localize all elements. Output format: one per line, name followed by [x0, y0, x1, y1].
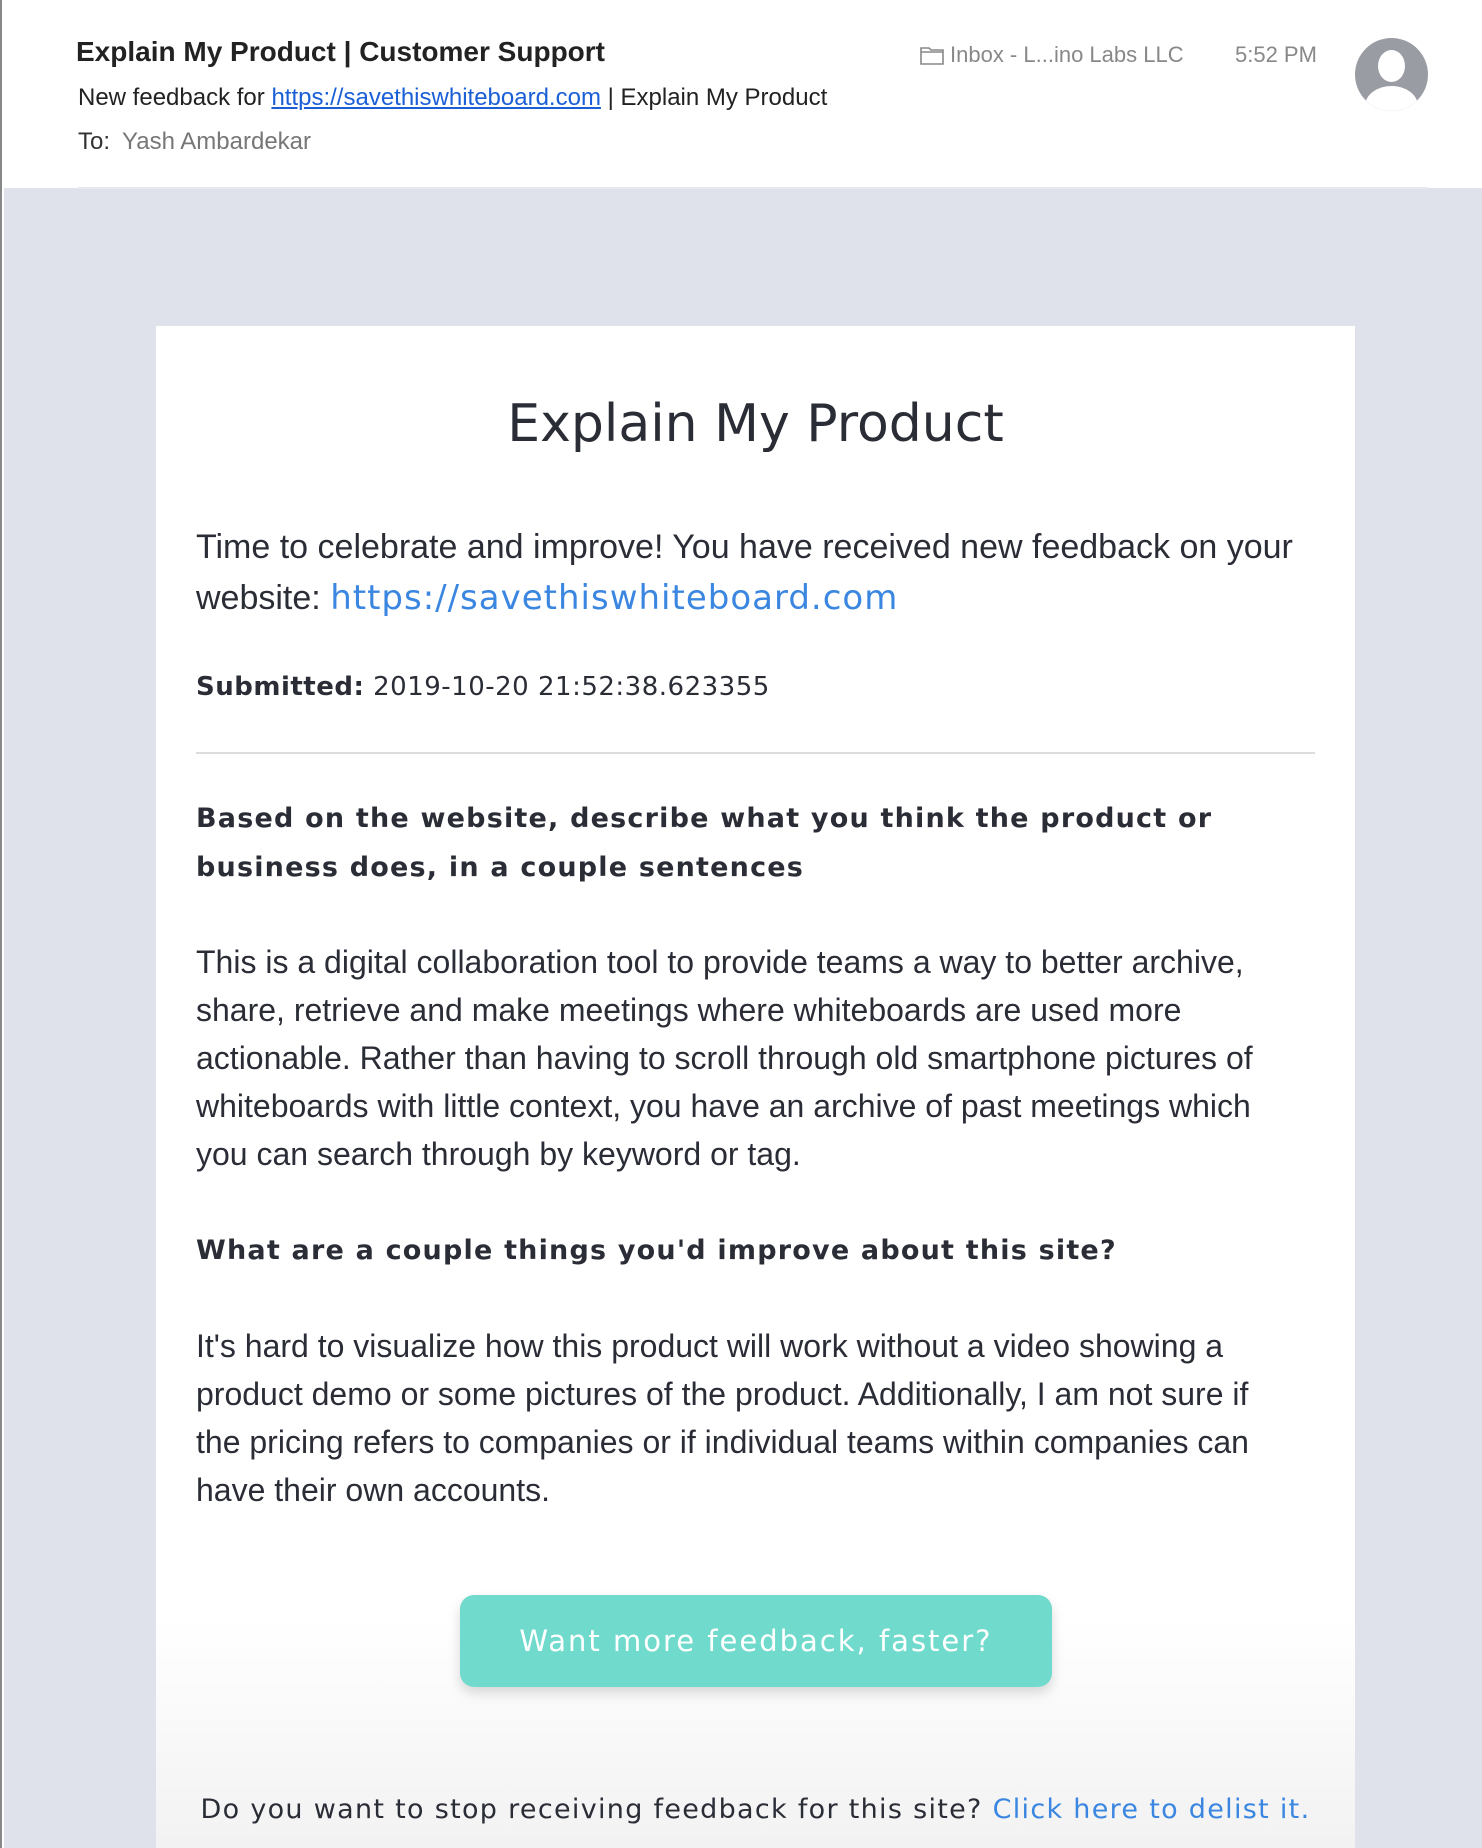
preview-link[interactable]: https://savethiswhiteboard.com	[271, 84, 601, 111]
email-time: 5:52 PM	[1235, 42, 1317, 67]
folder-icon	[920, 45, 944, 65]
sender-avatar-icon	[1355, 38, 1428, 111]
intro-message: Time to celebrate and improve! You have received new feedback on your website:	[196, 528, 1293, 617]
delist-link[interactable]: Click here to delist it.	[992, 1794, 1311, 1825]
footer-question: Do you want to stop receiving feedback for this site?	[200, 1794, 993, 1825]
recipient-name[interactable]: Yash Ambardekar	[122, 128, 312, 155]
intro-text	[196, 522, 1295, 624]
to-label: To:	[78, 128, 111, 155]
submitted-value: 2019-10-20 21:52:38.623355	[364, 672, 770, 702]
email-title: Explain My Product	[507, 394, 1004, 454]
email-subject: Explain My Product | Customer Support	[76, 36, 605, 67]
submitted-line	[196, 672, 770, 702]
footer-text	[156, 1794, 1355, 1825]
recipient-line	[78, 128, 311, 156]
answer-2: It's hard to visualize how this product will work without a video showing a product demo or some pictures of the product. Additionally, I am not sure if the pricing refers to companies or if individual teams within companies can have their own accounts.	[196, 1328, 1249, 1508]
folder-label: Inbox - L...ino Labs LLC	[950, 42, 1184, 67]
preview-suffix: | Explain My Product	[600, 84, 828, 111]
question-1: Based on the website, describe what you think the product or business does, in a couple sentences	[196, 803, 1213, 883]
email-preview	[78, 84, 827, 112]
email-card	[156, 326, 1355, 1848]
site-link[interactable]: https://savethiswhiteboard.com	[330, 578, 899, 618]
submitted-label: Submitted:	[196, 672, 365, 702]
mailbox-folder[interactable]	[920, 42, 1184, 68]
header-divider	[78, 187, 1428, 189]
preview-prefix: New feedback for	[78, 84, 272, 111]
answer-1: This is a digital collaboration tool to provide teams a way to better archive, share, retrieve and make meetings where whiteboards are used more actionable. Rather than having to scroll through old smartphone pictures of whiteboards with little context, you have an archive of past meetings which you can search through by keyword or tag.	[196, 944, 1253, 1172]
more-feedback-button[interactable]: Want more feedback, faster?	[460, 1595, 1052, 1687]
question-2: What are a couple things you'd improve about this site?	[196, 1235, 1117, 1266]
divider	[196, 752, 1315, 754]
